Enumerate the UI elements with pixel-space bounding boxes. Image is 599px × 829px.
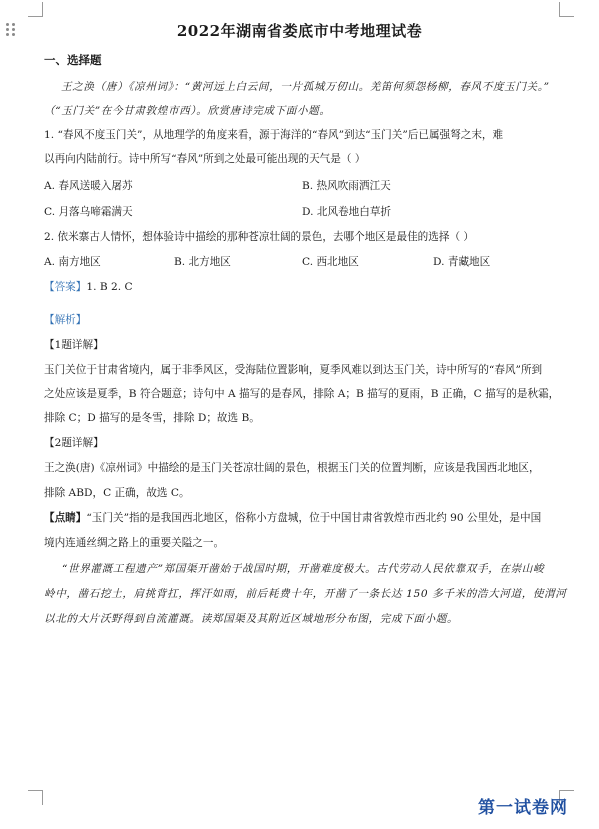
passage-line-1: “世界灌溉工程遗产”郑国渠开凿始于战国时期，开凿难度极大。古代劳动人民依靠双手，在崇山峻: [62, 563, 545, 575]
q2-option-c: C. 西北地区: [302, 256, 359, 268]
q2-option-d: D. 青藏地区: [433, 256, 491, 268]
tip-line-1: [44, 511, 541, 525]
q1-detail-line-2: 之处应该是夏季，B 符合题意；诗句中 A 描写的是春风，排除 A；B 描写的夏雨，B 正确，C 描写的是秋霜，: [44, 388, 560, 400]
analysis-tag: 【解析】: [44, 314, 87, 326]
intro-line-1: 王之涣（唐）《凉州词》：“黄河远上白云间，一片孤城万仞山。羌笛何须怨杨柳，春风不度玉门关。”: [61, 81, 550, 93]
q1-option-d: D. 北风卷地白草折: [302, 206, 392, 218]
section-heading: 一、选择题: [44, 53, 102, 67]
corner-mark-top-left: [28, 2, 43, 17]
question-1-line-1: 1. “春风不度玉门关”，从地理学的角度来看，源于海洋的“春风”到达“玉门关”后已属强弩之末，难: [44, 129, 504, 141]
question-2-line-1: 2. 依米寨古人情怀，想体验诗中描绘的那种苍凉壮阔的景色，去哪个地区是最佳的选择（ ）: [44, 231, 474, 243]
question-1-line-2: 以再向内陆前行。诗中所写“春风”所到之处最可能出现的天气是（ ）: [44, 153, 366, 165]
intro-line-2: （“玉门关”在今甘肃敦煌市西）。欣赏唐诗完成下面小题。: [44, 105, 331, 117]
q1-option-c: C. 月落乌啼霜满天: [44, 206, 133, 218]
q2-option-a: A. 南方地区: [44, 256, 101, 268]
corner-mark-top-right: [559, 2, 574, 17]
q1-detail-line-3: 排除 C；D 描写的是冬雪，排除 D；故选 B。: [44, 412, 260, 424]
tip-text-1: “玉门关”指的是我国西北地区，俗称小方盘城，位于中国甘肃省敦煌市西北约 90 公里处，是中国: [86, 512, 542, 524]
q2-detail-tag: 【2题详解】: [44, 437, 104, 449]
q1-option-a: A. 春风送暖入屠苏: [44, 180, 133, 192]
page-title: 2022年湖南省娄底市中考地理试卷: [176, 22, 423, 40]
answer-tag: 【答案】: [44, 281, 87, 293]
q1-option-b: B. 热风吹雨洒江天: [302, 180, 391, 192]
passage-line-2: 岭中，凿石挖土，肩挑背扛，挥汗如雨，前后耗费十年，开凿了一条长达 150 多千米的浩大河道，使渭河: [44, 588, 567, 600]
corner-mark-bottom-left: [28, 790, 43, 805]
q2-detail-line-2: 排除 ABD，C 正确，故选 C。: [44, 487, 190, 499]
answer-text: 1. B 2. C: [86, 281, 133, 293]
tip-tag: 【点睛】: [44, 512, 87, 524]
q2-option-b: B. 北方地区: [174, 256, 231, 268]
q1-detail-tag: 【1题详解】: [44, 339, 104, 351]
q1-detail-line-1: 玉门关位于甘肃省境内，属于非季风区，受海陆位置影响，夏季风难以到达玉门关，诗中所写的“春风”所到: [44, 364, 543, 376]
site-watermark: 第一试卷网: [478, 798, 568, 818]
q2-detail-line-1: 王之涣(唐)《凉州词》中描绘的是玉门关苍凉壮阔的景色，根据玉门关的位置判断，应该是我国西北地区，: [44, 462, 540, 474]
tip-line-2: 境内连通丝绸之路上的重要关隘之一。: [44, 537, 225, 549]
answer-line: [44, 280, 133, 294]
passage-line-3: 以北的大片沃野得到自流灌溉。读郑国渠及其附近区域地形分布图，完成下面小题。: [44, 613, 459, 625]
